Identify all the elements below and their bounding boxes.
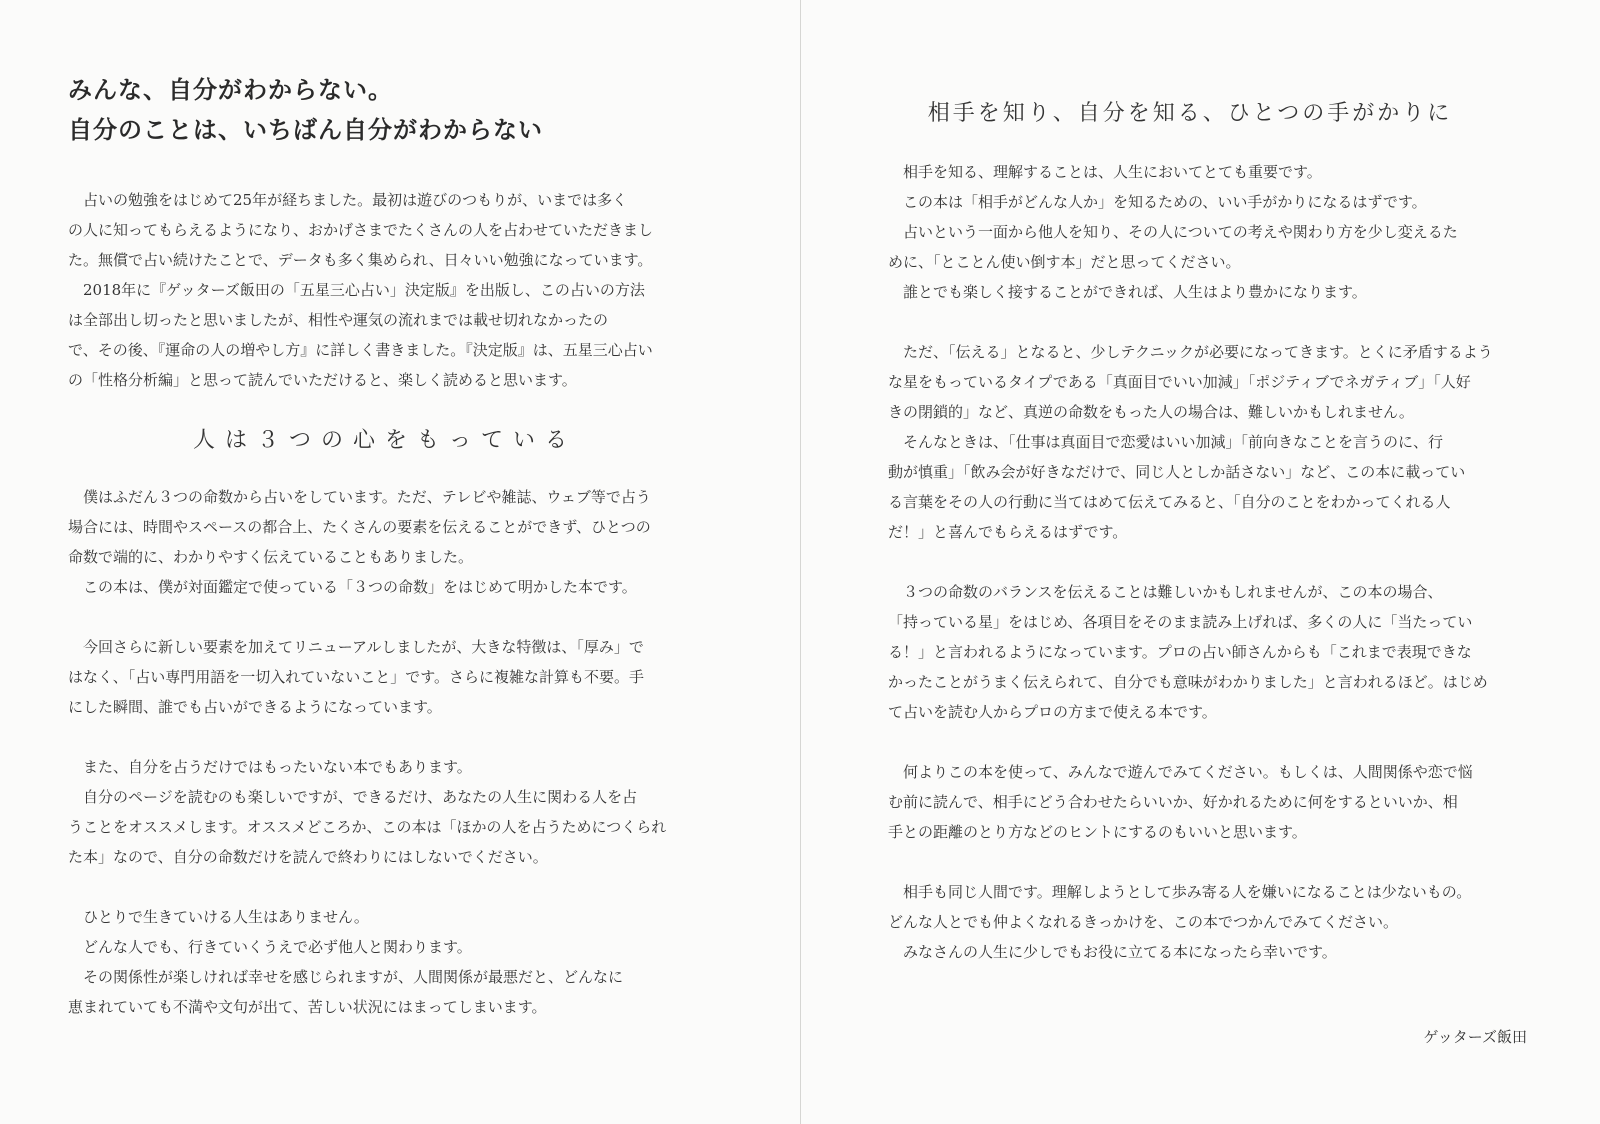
text-line: 2018年に『ゲッターズ飯田の「五星三心占い」決定版』を出版し、この占いの方法 [68, 281, 645, 299]
text-line: 「持っている星」をはじめ、各項目をそのまま読み上げれば、多くの人に「当たってい [888, 613, 1473, 631]
text-line: 僕はふだん３つの命数から占いをしています。ただ、テレビや雑誌、ウェブ等で占う [68, 488, 651, 506]
text-line: む前に読んで、相手にどう合わせたらいいか、好かれるために何をするといいか、相 [888, 793, 1458, 811]
text-line: 占いという一面から他人を知り、その人についての考えや関わり方を少し変えるた [888, 223, 1458, 241]
text-line: 今回さらに新しい要素を加えてリニューアルしましたが、大きな特徴は、「厚み」で [68, 638, 644, 656]
text-line: どんな人とでも仲よくなれるきっかけを、この本でつかんでみてください。 [888, 913, 1399, 931]
text-line: そんなときは、「仕事は真面目で恋愛はいい加減」「前向きなことを言うのに、行 [888, 433, 1444, 451]
paragraph-gap [888, 847, 1528, 877]
text-line: の人に知ってもらえるようになり、おかげさまでたくさんの人を占わせていただきまし [68, 221, 654, 239]
text-line: ひとりで生きていける人生はありません。 [68, 908, 369, 926]
text-line: で、その後、『運命の人の増やし方』に詳しく書きました。『決定版』は、五星三心占い [68, 341, 653, 359]
text-line: はなく、「占い専門用語を一切入れていないこと」です。さらに複雑な計算も不要。手 [68, 668, 645, 686]
paragraph-gap [68, 872, 702, 902]
section-heading: 人は３つの心をもっている [192, 428, 577, 453]
text-line: の「性格分析編」と思って読んでいただけると、楽しく読めると思います。 [68, 371, 577, 389]
paragraph-gap [888, 547, 1528, 577]
text-line: 命数で端的に、わかりやすく伝えていることもありました。 [68, 548, 474, 566]
text-line: 占いの勉強をはじめて25年が経ちました。最初は遊びのつもりが、いまでは多く [68, 191, 628, 209]
text-line: にした瞬間、誰でも占いができるようになっています。 [68, 698, 442, 716]
text-line: きの閉鎖的」など、真逆の命数をもった人の場合は、難しいかもしれません。 [888, 403, 1414, 421]
text-line: この本は、僕が対面鑑定で使っている「３つの命数」をはじめて明かした本です。 [68, 578, 637, 596]
text-line: この本は「相手がどんな人か」を知るための、いい手がかりになるはずです。 [888, 193, 1427, 211]
text-line: 手との距離のとり方などのヒントにするのもいいと思います。 [888, 823, 1307, 841]
right-page [800, 0, 1600, 1124]
text-line: みなさんの人生に少しでもお役に立てる本になったら幸いです。 [888, 943, 1337, 961]
text-line: 恵まれていても不満や文句が出て、苦しい状況にはまってしまいます。 [68, 998, 547, 1016]
author-signature: ゲッターズ飯田 [1423, 1028, 1527, 1046]
paragraph-gap [888, 727, 1528, 757]
page-title [68, 70, 543, 150]
text-line: ただ、「伝える」となると、少しテクニックが必要になってきます。とくに矛盾するよう [888, 343, 1493, 361]
paragraph-gap [68, 722, 702, 752]
section-text [68, 482, 702, 1022]
text-line: ３つの命数のバランスを伝えることは難しいかもしれませんが、この本の場合、 [888, 583, 1443, 601]
text-line: て占いを読む人からプロの方まで使える本です。 [888, 703, 1217, 721]
title-line: みんな、自分がわからない。 [68, 76, 393, 104]
text-line: その関係性が楽しければ幸せを感じられますが、人間関係が最悪だと、どんなに [68, 968, 624, 986]
right-page-text [888, 157, 1528, 967]
paragraph-gap [68, 602, 702, 632]
text-line: 場合には、時間やスペースの都合上、たくさんの要素を伝えることができず、ひとつの [68, 518, 651, 536]
title-line: 自分のことは、いちばん自分がわからない [68, 116, 543, 144]
text-line: うことをオススメします。オススメどころか、この本は「ほかの人を占うためにつくられ [68, 818, 667, 836]
text-line: る！」と言われるようになっています。プロの占い師さんからも「これまで表現できな [888, 643, 1472, 661]
text-line: だ！」と喜んでもらえるはずです。 [888, 523, 1128, 541]
text-line: た。無償で占い続けたことで、データも多く集められ、日々いい勉強になっています。 [68, 251, 653, 269]
intro-text [68, 185, 702, 395]
paragraph-gap [888, 307, 1528, 337]
text-line: 何よりこの本を使って、みんなで遊んでみてください。もしくは、人間関係や恋で悩 [888, 763, 1473, 781]
right-page-heading: 相手を知り、自分を知る、ひとつの手がかりに [927, 101, 1453, 126]
text-line: また、自分を占うだけではもったいない本でもあります。 [68, 758, 472, 776]
text-line: 相手も同じ人間です。理解しようとして歩み寄る人を嫌いになることは少ないもの。 [888, 883, 1472, 901]
text-line: る言葉をその人の行動に当てはめて伝えてみると、「自分のことをわかってくれる人 [888, 493, 1451, 511]
text-line: た本」なので、自分の命数だけを読んで終わりにはしないでください。 [68, 848, 548, 866]
text-line: は全部出し切ったと思いましたが、相性や運気の流れまでは載せ切れなかったの [68, 311, 609, 329]
text-line: 誰とでも楽しく接することができれば、人生はより豊かになります。 [888, 283, 1367, 301]
text-line: 相手を知る、理解することは、人生においてとても重要です。 [888, 163, 1322, 181]
text-line: かったことがうまく伝えられて、自分でも意味がわかりました」と言われるほど。はじめ [888, 673, 1488, 691]
text-line: 自分のページを読むのも楽しいですが、できるだけ、あなたの人生に関わる人を占 [68, 788, 638, 806]
text-line: どんな人でも、行きていくうえで必ず他人と関わります。 [68, 938, 472, 956]
text-line: な星をもっているタイプである「真面目でいい加減」「ポジティブでネガティブ」「人好 [888, 373, 1471, 391]
text-line: 動が慎重」「飲み会が好きなだけで、同じ人としか話さない」など、この本に載ってい [888, 463, 1466, 481]
text-line: めに、「とことん使い倒す本」だと思ってください。 [888, 253, 1241, 271]
